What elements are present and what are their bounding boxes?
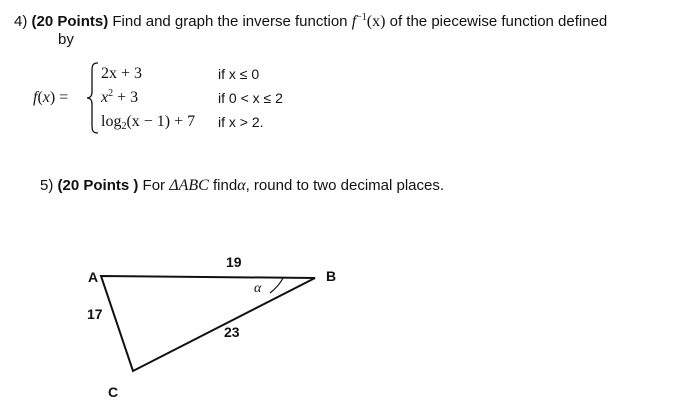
case-2-condition: if 0 < x ≤ 2 <box>218 90 283 106</box>
question-4-line-2: by <box>58 31 74 48</box>
question-4-points: (20 Points) <box>31 13 109 30</box>
angle-alpha-arc <box>270 278 283 293</box>
question-5-number: 5) <box>40 177 54 194</box>
case-1-expression: 2x + 3 <box>101 65 143 82</box>
vertex-b-label: B <box>326 268 337 284</box>
side-ab-label: 19 <box>226 254 242 270</box>
angle-alpha-label: α <box>254 281 262 296</box>
question-4-text-b: of the piecewise function defined <box>389 13 608 30</box>
inverse-function-notation: $f^{-1}(x)$ <box>351 12 386 30</box>
side-bc-label: 23 <box>224 324 240 340</box>
triangle-notation: ΔABC <box>169 177 209 194</box>
question-5-text-c: , round to two decimal places. <box>245 177 445 194</box>
case-1-condition: if x ≤ 0 <box>218 66 260 82</box>
question-4-number: 4) <box>14 13 28 30</box>
vertex-c-label: C <box>108 384 119 400</box>
question-4-text-a: Find and graph the inverse function <box>112 13 348 30</box>
case-3-condition: if x > 2. <box>218 114 264 130</box>
alpha-symbol: α <box>237 177 246 194</box>
question-5-text-b: find <box>213 177 238 194</box>
question-5-text-a: For <box>142 177 166 194</box>
piecewise-lhs: f(x) = <box>33 89 69 106</box>
vertex-a-label: A <box>88 269 99 285</box>
question-5-points: (20 Points ) <box>57 177 139 194</box>
case-2-expression: $x^2 + 3$ <box>101 88 139 106</box>
triangle-shape <box>101 276 315 371</box>
case-3-expression: $\log_2(x - 1) + 7$ <box>101 113 196 132</box>
side-ac-label: 17 <box>87 306 103 322</box>
